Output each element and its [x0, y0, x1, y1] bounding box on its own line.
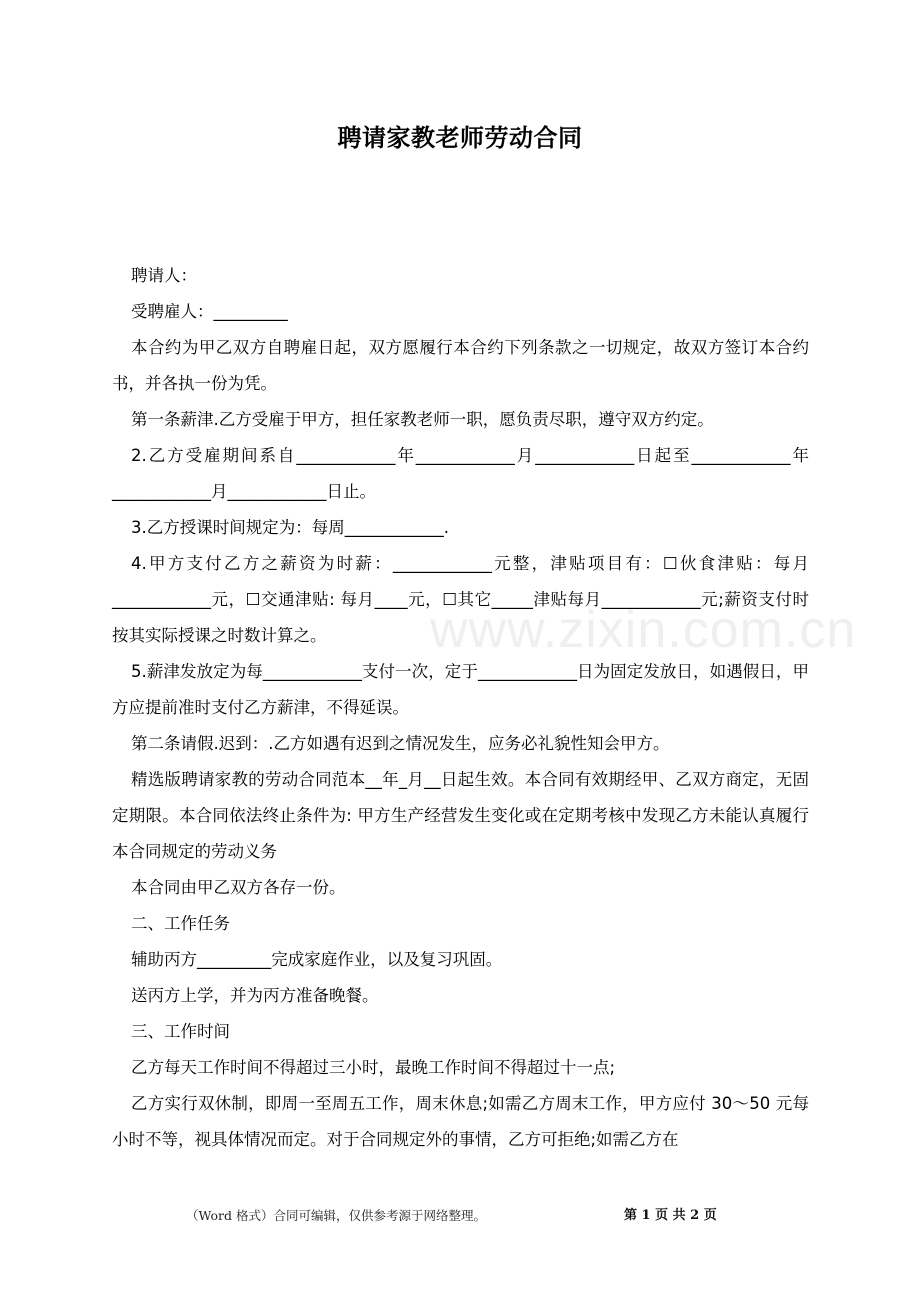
- paragraph: 本合约为甲乙双方自聘雇日起，双方愿履行本合约下列条款之一切规定，故双方签订本合约书，并各执一份为凭。: [112, 338, 809, 393]
- paragraph: 3.乙方授课时间规定为：每周____________.: [131, 518, 449, 537]
- paragraph: 送丙方上学，并为丙方准备晚餐。: [131, 986, 379, 1005]
- section-heading: 三、工作时间: [131, 1022, 230, 1041]
- paragraph: 5.薪津发放定为每____________支付一次，定于____________日为固定发放日，如遇假日，甲方应提前准时支付乙方薪津，不得延误。: [112, 662, 809, 717]
- document-title: 聘请家教老师劳动合同: [337, 124, 583, 152]
- paragraph: 4.甲方支付乙方之薪资为时薪：____________元整，津贴项目有：☐伙食津贴：每月____________元，☐交通津贴: 每月____元，☐其它_____津贴每月____________元;薪资支付时按其实际授课之时数计算之。: [112, 554, 809, 645]
- paragraph: 受聘雇人：_________: [131, 302, 288, 321]
- paragraph: 精选版聘请家教的劳动合同范本__年_月__日起生效。本合同有效期经甲、乙双方商定，无固定期限。本合同依法终止条件为: 甲方生产经营发生变化或在定期考核中发现乙方未能认真履行本合同规定的劳动义务: [112, 770, 809, 861]
- paragraph: 本合同由甲乙双方各存一份。: [131, 878, 346, 897]
- paragraph: 乙方每天工作时间不得超过三小时，最晚工作时间不得超过十一点;: [131, 1058, 616, 1077]
- paragraph: 2.乙方受雇期间系自____________年____________月____________日起至____________年____________月____________日止。: [112, 446, 809, 501]
- paragraph: 聘请人：: [131, 266, 197, 285]
- page-indicator: 第 1 页 共 2 页: [624, 1208, 717, 1223]
- section-heading: 二、工作任务: [131, 914, 230, 933]
- paragraph: 辅助丙方_________完成家庭作业，以及复习巩固。: [131, 950, 503, 969]
- document-body: [112, 258, 809, 1158]
- watermark: www.zixin.com.cn: [430, 601, 857, 659]
- paragraph: 乙方实行双休制，即周一至周五工作，周末休息;如需乙方周末工作，甲方应付 30～50 元每小时不等，视具体情况而定。对于合同规定外的事情，乙方可拒绝;如需乙方在: [112, 1094, 809, 1149]
- footer-note: （Word 格式）合同可编辑，仅供参考源于网络整理。: [186, 1208, 486, 1223]
- paragraph: 第一条薪津.乙方受雇于甲方，担任家教老师一职，愿负责尽职，遵守双方约定。: [131, 410, 714, 429]
- paragraph: 第二条请假.迟到：.乙方如遇有迟到之情况发生，应务必礼貌性知会甲方。: [131, 734, 670, 753]
